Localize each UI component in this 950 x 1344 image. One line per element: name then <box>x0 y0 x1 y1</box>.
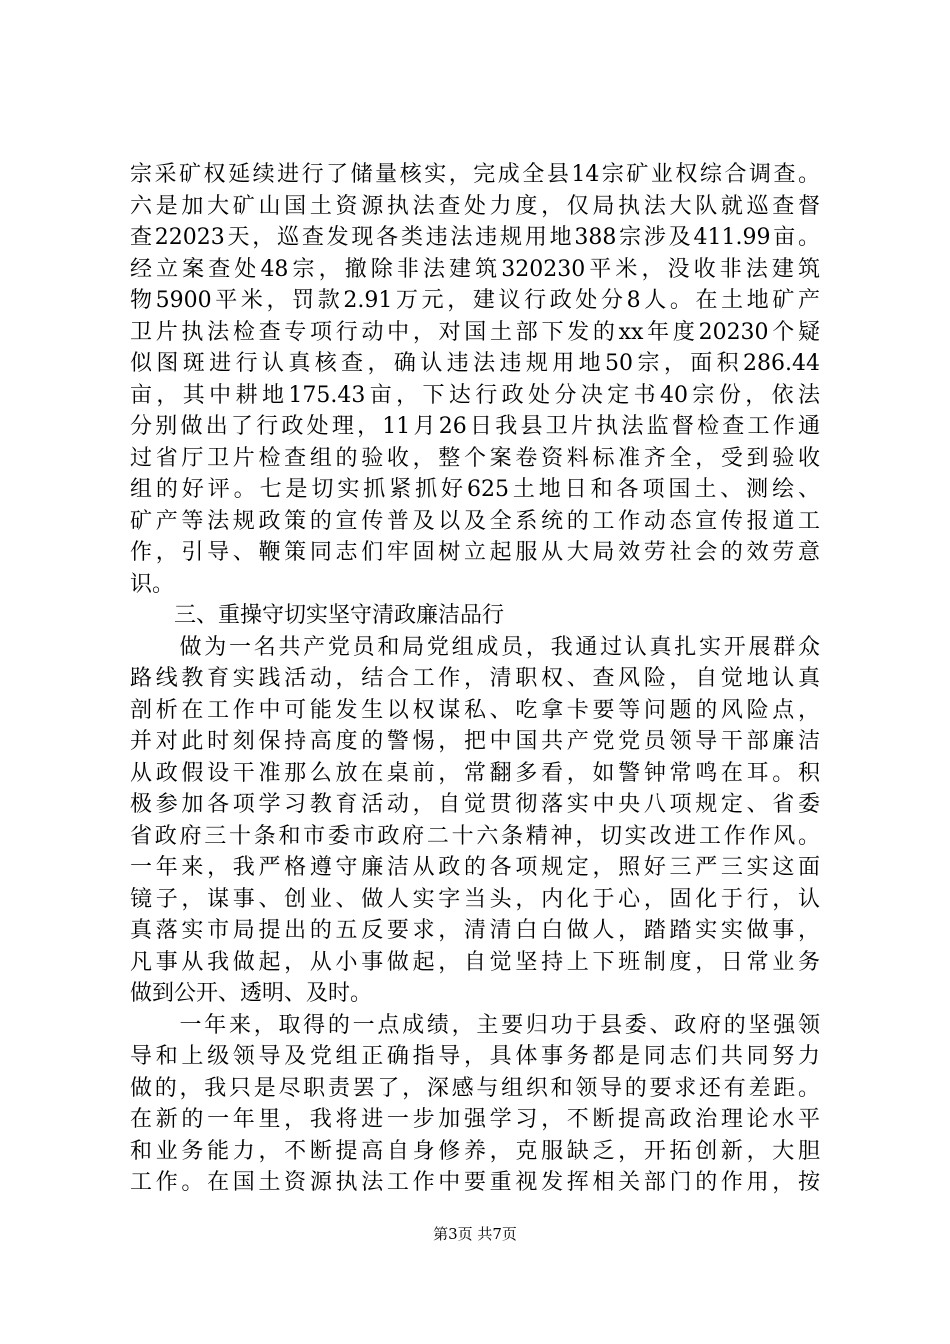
text-line: 矿产等法规政策的宣传普及以及全系统的工作动态宣传报道工 <box>130 508 820 534</box>
text-line: 工作。在国土资源执法工作中要重视发挥相关部门的作用，按 <box>130 1170 820 1195</box>
text-line: 从政假设干准那么放在桌前，常翻多看，如警钟常鸣在耳。积 <box>130 760 820 786</box>
text-line: 卫片执法检查专项行动中，对国土部下发的xx年度20230个疑 <box>130 319 820 345</box>
text-line: 查22023天，巡查发现各类违法违规用地388宗涉及411.99亩。 <box>130 225 820 250</box>
text-line: 宗采矿权延续进行了储量核实，完成全县14宗矿业权综合调查。 <box>130 162 820 187</box>
text-line: 作，引导、鞭策同志们牢固树立起服从大局效劳社会的效劳意 <box>130 540 820 565</box>
text-line: 物5900平米，罚款2.91万元，建议行政处分8人。在土地矿产 <box>130 288 820 313</box>
text-line: 六是加大矿山国土资源执法查处力度，仅局执法大队就巡查督 <box>130 193 820 219</box>
text-line: 导和上级领导及党组正确指导，具体事务都是同志们共同努力 <box>130 1044 820 1069</box>
text-line: 一年来，取得的一点成绩，主要归功于县委、政府的坚强领 <box>130 1012 820 1038</box>
text-line: 组的好评。七是切实抓紧抓好625土地日和各项国土、测绘、 <box>130 477 820 502</box>
text-line: 真落实市局提出的五反要求，清清白白做人，踏踏实实做事， <box>130 918 820 943</box>
text-line: 识。 <box>130 571 175 597</box>
page-number-label: 第3页 共7页 <box>433 1225 517 1243</box>
text-line: 镜子，谋事、创业、做人实字当头，内化于心，固化于行，认 <box>130 886 820 912</box>
text-line: 经立案查处48宗，撤除非法建筑320230平米，没收非法建筑 <box>130 256 820 282</box>
text-line: 剖析在工作中可能发生以权谋私、吃拿卡要等问题的风险点， <box>130 697 820 723</box>
text-line: 亩，其中耕地175.43亩，下达行政处分决定书40宗份，依法 <box>130 382 820 408</box>
text-line: 做到公开、透明、及时。 <box>130 981 373 1006</box>
text-line: 省政府三十条和市委市政府二十六条精神，切实改进工作作风。 <box>130 823 820 849</box>
text-line: 过省厅卫片检查组的验收，整个案卷资料标准齐全，受到验收 <box>130 445 820 471</box>
text-line: 做为一名共产党员和局党组成员，我通过认真扎实开展群众 <box>130 634 820 660</box>
text-line: 极参加各项学习教育活动，自觉贯彻落实中央八项规定、省委 <box>130 792 820 817</box>
text-line: 三、重操守切实坚守清政廉洁品行 <box>130 603 505 628</box>
document-body <box>130 159 820 1199</box>
text-line: 似图斑进行认真核查，确认违法违规用地50宗，面积286.44 <box>130 351 820 376</box>
text-line: 分别做出了行政处理，11月26日我县卫片执法监督检查工作通 <box>130 414 820 439</box>
page-footer <box>0 1224 950 1244</box>
text-line: 并对此时刻保持高度的警惕，把中国共产党党员领导干部廉洁 <box>130 729 820 754</box>
text-line: 和业务能力，不断提高自身修养，克服缺乏，开拓创新，大胆 <box>130 1138 820 1164</box>
text-line: 路线教育实践活动，结合工作，清职权、查风险，自觉地认真 <box>130 666 820 691</box>
text-line: 一年来，我严格遵守廉洁从政的各项规定，照好三严三实这面 <box>130 855 820 880</box>
text-line: 在新的一年里，我将进一步加强学习，不断提高政治理论水平 <box>130 1107 820 1132</box>
text-line: 做的，我只是尽职责罢了，深感与组织和领导的要求还有差距。 <box>130 1075 820 1101</box>
text-line: 凡事从我做起，从小事做起，自觉坚持上下班制度，日常业务 <box>130 949 820 975</box>
